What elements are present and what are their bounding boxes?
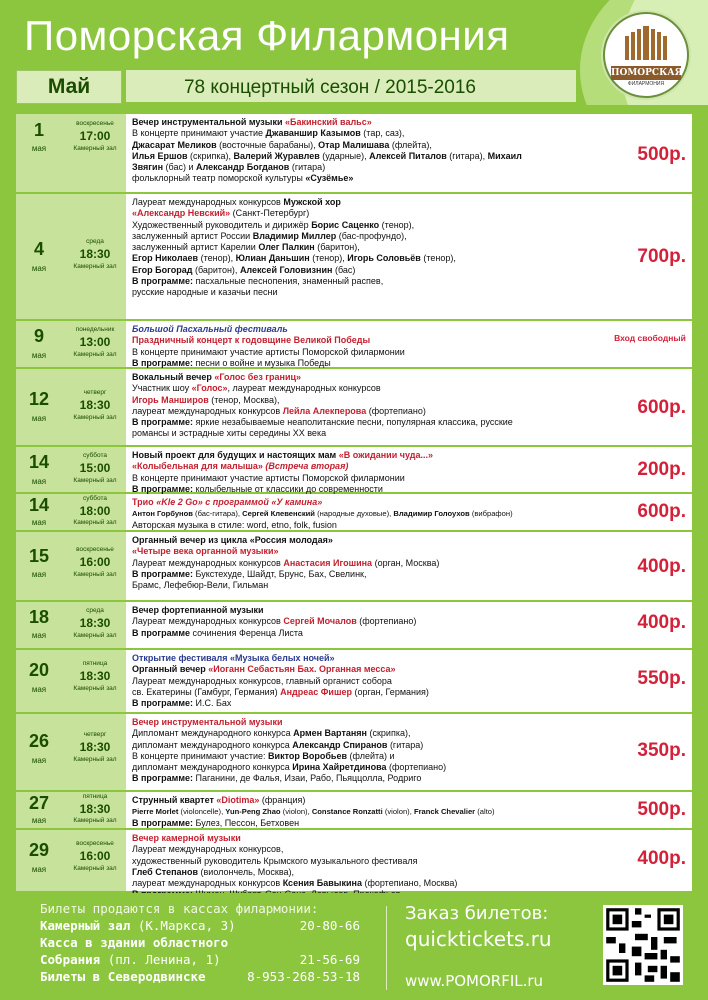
event-hall: Камерный зал — [73, 145, 117, 152]
event-month: мая — [31, 144, 47, 153]
event-month: мая — [31, 570, 47, 579]
event-day: 4 — [33, 239, 44, 259]
table-row — [16, 321, 692, 369]
event-description: Вечер фортепианной музыки Лауреат международных конкурсов Сергей Мочалов (фортепиано) В программе сочинения Ференца Листа — [132, 605, 417, 638]
event-description: Вечер инструментальной музыки Дипломант международного конкурса Армен Вартанян (скрипка), дипломант международного конкурса Александр Спиранов (гитара) В концерте принимают участие: Виктор Воробьев (флейта) и дипломант международного конкурса Ирина Хайретдинова (фортепиано) В программе: Паганини, де Фалья, Изаи, Рабо, Пьяццолла, Родриго — [132, 717, 447, 784]
event-hall: Камерный зал — [73, 685, 117, 692]
table-row — [16, 194, 692, 321]
logo-text: ПОМОРСКАЯ — [611, 68, 683, 78]
event-day: 14 — [28, 452, 50, 472]
table-row — [16, 532, 692, 602]
event-description: Открытие фестиваля «Музыка белых ночей» Органный вечер «Иоганн Себастьян Бах. Органная месса» Лауреат международных конкурсов, главный органист собора св. Екатерины (Гамбург, Германия) Андреас Фишер (орган, Германия) В программе: И.С. Бах — [132, 653, 429, 709]
event-month: мая — [31, 865, 47, 874]
event-price: 400р. — [637, 848, 686, 869]
box-office-name: Собрания — [40, 952, 101, 967]
table-row — [16, 650, 692, 714]
event-price: 700р. — [637, 246, 686, 267]
event-month: мая — [31, 264, 47, 273]
event-price: 400р. — [637, 556, 686, 577]
severodvinsk-phone: 8-953-268-53-18 — [247, 969, 360, 984]
season-label: 78 концертный сезон / 2015-2016 — [183, 77, 477, 98]
event-time: 16:00 — [79, 555, 111, 569]
event-price-free: Вход свободный — [614, 333, 686, 343]
event-weekday: суббота — [82, 452, 107, 459]
event-price: 550р. — [637, 668, 686, 689]
box-office-label: Касса в здании областного — [40, 935, 229, 950]
event-day: 1 — [33, 120, 44, 140]
box-office-address: (пл. Ленина, 1) — [100, 952, 221, 967]
event-day: 27 — [28, 793, 50, 813]
event-weekday: понедельник — [75, 326, 115, 333]
event-hall: Камерный зал — [73, 756, 117, 763]
severodvinsk-label: Билеты в Северодвинске — [40, 969, 206, 984]
hall-phone: 20-80-66 — [299, 918, 360, 933]
event-day: 18 — [28, 607, 50, 627]
ticket-info — [40, 900, 360, 985]
event-day: 29 — [28, 840, 50, 860]
event-hall: Камерный зал — [73, 351, 117, 358]
table-row — [16, 114, 692, 194]
event-weekday: пятница — [82, 793, 108, 800]
ticket-lead: Билеты продаются в кассах филармонии: — [40, 901, 319, 916]
page-title: Поморская Филармония — [24, 12, 510, 59]
event-hall: Камерный зал — [73, 817, 117, 824]
event-month: мая — [31, 351, 47, 360]
event-hall: Камерный зал — [73, 263, 117, 270]
event-month: мая — [31, 756, 47, 765]
event-day: 20 — [28, 660, 50, 680]
concert-table — [16, 114, 692, 891]
event-weekday: пятница — [82, 660, 108, 667]
event-hall: Камерный зал — [73, 571, 117, 578]
event-description: Трио «Kle 2 Go» с программой «У камина» Антон Горбунов (бас-гитара), Сергей Клевенский (народные духовые), Владимир Голоухов (вибрафон) Авторская музыка в стиле: word, etno, folk, fusion — [132, 497, 513, 530]
event-month: мая — [31, 518, 47, 527]
event-time: 18:00 — [79, 504, 111, 518]
event-time: 18:30 — [79, 802, 111, 816]
event-description: Вечер инструментальной музыки «Бакинский вальс» В концерте принимают участие Джаваншир Казымов (тар, саз), Джасарат Меликов (восточные барабаны), Отар Малишава (флейта), Илья Ершов (скрипка), Валерий Журавлев (ударные), Алексей Питалов (гитара), Михаил Звягин (бас) и Александр Богданов (гитара) фольклорный театр поморской культуры «Сузёмье» — [132, 117, 522, 184]
event-time: 18:30 — [79, 616, 111, 630]
event-weekday: среда — [86, 607, 104, 614]
event-price: 600р. — [637, 397, 686, 418]
event-weekday: воскресенье — [76, 120, 114, 127]
event-hall: Камерный зал — [73, 865, 117, 872]
event-time: 13:00 — [79, 335, 111, 349]
footer-divider — [386, 906, 387, 990]
event-time: 18:30 — [79, 740, 111, 754]
event-description: Вечер камерной музыки Лауреат международных конкурсов, художественный руководитель Крымского музыкального фестиваля Глеб Степанов (виолончель, Москва), лауреат международных конкурсов Ксения Бавыкина (фортепиано, Москва) — [132, 833, 458, 889]
event-day: 9 — [33, 326, 44, 346]
header — [0, 0, 708, 105]
event-time: 18:30 — [79, 247, 111, 261]
event-hall: Камерный зал — [73, 414, 117, 421]
event-time: 18:30 — [79, 398, 111, 412]
event-price: 200р. — [637, 459, 686, 480]
event-weekday: суббота — [82, 495, 107, 502]
quicktickets-link[interactable]: quicktickets.ru — [405, 927, 552, 951]
table-row — [16, 602, 692, 650]
table-row — [16, 494, 692, 532]
event-weekday: четверг — [83, 389, 107, 396]
event-weekday: среда — [86, 238, 104, 245]
box-office-phone: 21-56-69 — [299, 952, 360, 967]
event-description: Вокальный вечер «Голос без границ» Участник шоу «Голос», лауреат международных конкурсов Игорь Манширов (тенор, Москва), лауреат международных конкурсов Лейла Алекперова (фортепиано) В программе: яркие незабываемые неаполитанские песни, популярная классика, русские романсы и эстрадные хиты середины XX века — [132, 372, 513, 439]
hall-name: Камерный зал — [40, 918, 131, 933]
event-price: 500р. — [637, 799, 686, 820]
event-hall: Камерный зал — [73, 519, 117, 526]
event-hall: Камерный зал — [73, 477, 117, 484]
event-time: 15:00 — [79, 461, 111, 475]
event-description: Новый проект для будущих и настоящих мам «В ожидании чуда...» «Колыбельная для малыша» (Встреча вторая) В концерте принимают участие артисты Поморской филармонии В программе: колыбельные от классики до современности — [132, 450, 433, 494]
event-month: мая — [31, 477, 47, 486]
event-weekday: четверг — [83, 731, 107, 738]
month-label: Май — [16, 70, 122, 104]
event-weekday: воскресенье — [76, 840, 114, 847]
event-description: Струнный квартет «Diotima» (франция) Pierre Morlet (violoncelle), Yun-Peng Zhao (violon), Constance Ronzatti (violon), Franck Chevalier (alto) В программе: Булез, Пессон, Бетховен — [132, 795, 495, 828]
organ-pipes-icon — [623, 26, 669, 60]
event-price: 400р. — [637, 612, 686, 633]
website-link[interactable]: www.POMORFIL.ru — [405, 972, 544, 990]
event-month: мая — [31, 685, 47, 694]
table-row — [16, 830, 692, 891]
event-month: мая — [31, 631, 47, 640]
event-time: 17:00 — [79, 129, 111, 143]
table-row — [16, 369, 692, 447]
hall-address: (К.Маркса, 3) — [130, 918, 236, 933]
order-info — [405, 902, 585, 996]
table-row — [16, 447, 692, 494]
order-label: Заказ билетов: — [405, 903, 549, 924]
event-day: 26 — [28, 731, 50, 751]
event-day: 12 — [28, 389, 50, 409]
event-day: 14 — [28, 495, 50, 515]
event-hall: Камерный зал — [73, 632, 117, 639]
table-row — [16, 792, 692, 830]
table-row — [16, 714, 692, 792]
event-month: мая — [31, 816, 47, 825]
event-day: 15 — [28, 546, 50, 566]
philharmonic-logo — [603, 12, 689, 98]
event-weekday: воскресенье — [76, 546, 114, 553]
event-price: 500р. — [637, 144, 686, 165]
event-time: 18:30 — [79, 669, 111, 683]
event-month: мая — [31, 414, 47, 423]
event-time: 16:00 — [79, 849, 111, 863]
qr-code-icon[interactable] — [603, 905, 683, 985]
event-price: 600р. — [637, 501, 686, 522]
event-description: Большой Пасхальный фестиваль Праздничный концерт к годовщине Великой Победы В концерте принимают участие артисты Поморской филармонии В программе: песни о войне и музыка Победы — [132, 324, 405, 368]
event-description: Лауреат международных конкурсов Мужской хор «Александр Невский» (Санкт-Петербург) Художественный руководитель и дирижёр Борис Саценко (тенор), заслуженный артист России Владимир Миллер (бас-профундо), заслуженный артист Карелии Олег Палкин (баритон), Егор Николаев (тенор), Юлиан Даньшин (тенор), Игорь Соловьёв (тенор), Егор Богорад (баритон), Алексей Головизнин (бас) В программе: пасхальные песнопения, знаменный распев, русские народные и казачьи песни — [132, 197, 456, 298]
event-description: Органный вечер из цикла «Россия молодая» «Четыре века органной музыки» Лауреат международных конкурсов Анастасия Игошина (орган, Москва) В программе: Букстехуде, Шайдт, Брунс, Бах, Свелинк, Брамс, Лефебюр-Вели, Гильман — [132, 535, 440, 591]
event-price: 350р. — [637, 740, 686, 761]
logo-subtext: ФИЛАРМОНИЯ — [627, 81, 665, 87]
